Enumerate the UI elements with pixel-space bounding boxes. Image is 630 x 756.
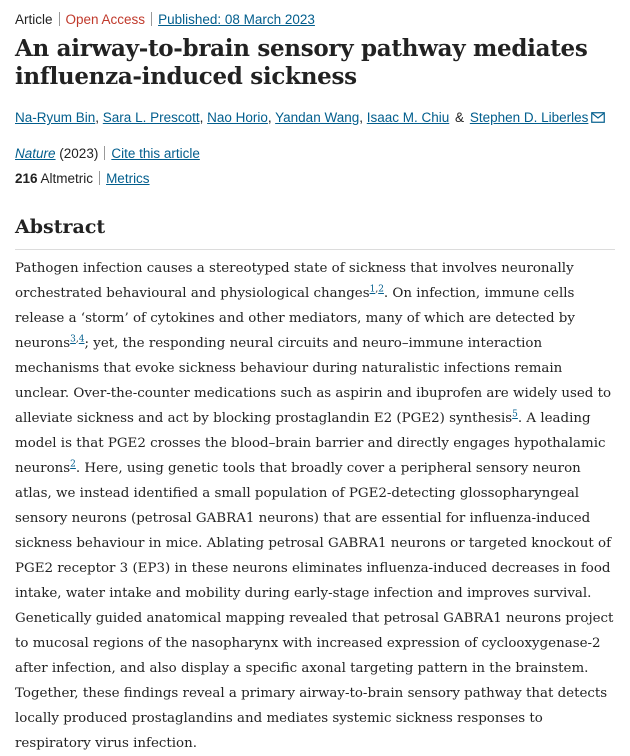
author-separator: , (95, 110, 103, 125)
abstract-segment: . On infection, immune cells release a ‘storm’ of cytokines and other mediators, many of which are detected by neurons (15, 286, 575, 351)
citation-link[interactable]: 5 (512, 409, 518, 420)
author-separator: , (359, 110, 367, 125)
divider (151, 12, 152, 26)
author-separator: , (199, 110, 208, 125)
author-link[interactable]: Na-Ryum Bin (15, 110, 96, 125)
citation-link[interactable]: 1 (369, 284, 376, 295)
author-link[interactable]: Sara L. Prescott (102, 110, 200, 125)
citation-link[interactable]: 2 (378, 284, 384, 295)
author-separator: , (267, 110, 276, 125)
abstract-segment: . A leading model is that PGE2 crosses the blood–brain barrier and directly engages hypothalamic neurons (15, 411, 606, 476)
metrics-link[interactable]: Metrics (106, 171, 150, 186)
divider (99, 171, 100, 185)
metrics-row (15, 171, 150, 186)
author-list (15, 110, 605, 126)
published-date-link[interactable]: Published: 08 March 2023 (158, 12, 315, 27)
open-access-badge: Open Access (65, 12, 146, 27)
abstract-heading: Abstract (15, 216, 106, 238)
cite-article-link[interactable]: Cite this article (111, 146, 200, 161)
author-link[interactable]: Stephen D. Liberles (469, 110, 589, 125)
divider (104, 146, 105, 160)
citation-link[interactable]: 4 (78, 334, 85, 345)
abstract-segment: Pathogen infection causes a stereotyped state of sickness that involves neuronally orchestrated behavioural and physiological changes (15, 261, 574, 301)
abstract-segment: . Here, using genetic tools that broadly cover a peripheral sensory neuron atlas, we instead identified a small population of PGE2-detecting glossopharyngeal sensory neurons (petrosal GABRA1 neurons) that are essential for influenza-induced sickness behaviour in mice. Ablating petrosal GABRA1 neurons or targeted knockout of PGE2 receptor 3 (EP3) in these neurons eliminates influenza-induced decreases in food intake, water intake and mobility during early-stage infection and improves survival. Genetically guided anatomical mapping revealed that petrosal GABRA1 neurons project to mucosal regions of the nasopharynx with increased expression of cyclooxygenase-2 after infection, and also display a specific axonal targeting pattern in the brainstem. Together, these findings reveal a primary airway-to-brain sensory pathway that detects locally produced prostaglandins and mediates systemic sickness responses to respiratory virus infection. (15, 461, 614, 751)
abstract-body (15, 256, 620, 756)
divider (59, 12, 60, 26)
citation-refs (370, 285, 384, 295)
citation-link[interactable]: 2 (70, 459, 76, 470)
author-link[interactable]: Isaac M. Chiu (366, 110, 450, 125)
journal-link[interactable]: Nature (15, 146, 56, 161)
citation-comma: , (75, 334, 79, 345)
citation-comma: , (375, 284, 379, 295)
author-link[interactable]: Nao Horio (207, 110, 268, 125)
journal-year: (2023) (59, 146, 99, 161)
mail-icon[interactable] (591, 111, 605, 126)
article-type: Article (15, 12, 53, 27)
article-meta (15, 12, 315, 27)
article-title: An airway-to-brain sensory pathway mediates influenza-induced sickness (15, 35, 588, 90)
author-ampersand: & (455, 110, 465, 125)
altmetric-count: 216 (15, 171, 38, 186)
section-divider (15, 249, 615, 250)
author-link[interactable]: Yandan Wang (275, 110, 360, 125)
journal-row (15, 146, 200, 161)
abstract-segment: ; yet, the responding neural circuits and neuro–immune interaction mechanisms that evoke sickness behaviour during naturalistic infections remain unclear. Over-the-counter medications such as aspirin and ibuprofen are widely used to alleviate sickness and act by blocking prostaglandin E2 (PGE2) synthesis (15, 336, 612, 426)
altmetric-label: Altmetric (40, 171, 94, 186)
citation-refs (70, 335, 84, 345)
citation-link[interactable]: 3 (70, 334, 76, 345)
